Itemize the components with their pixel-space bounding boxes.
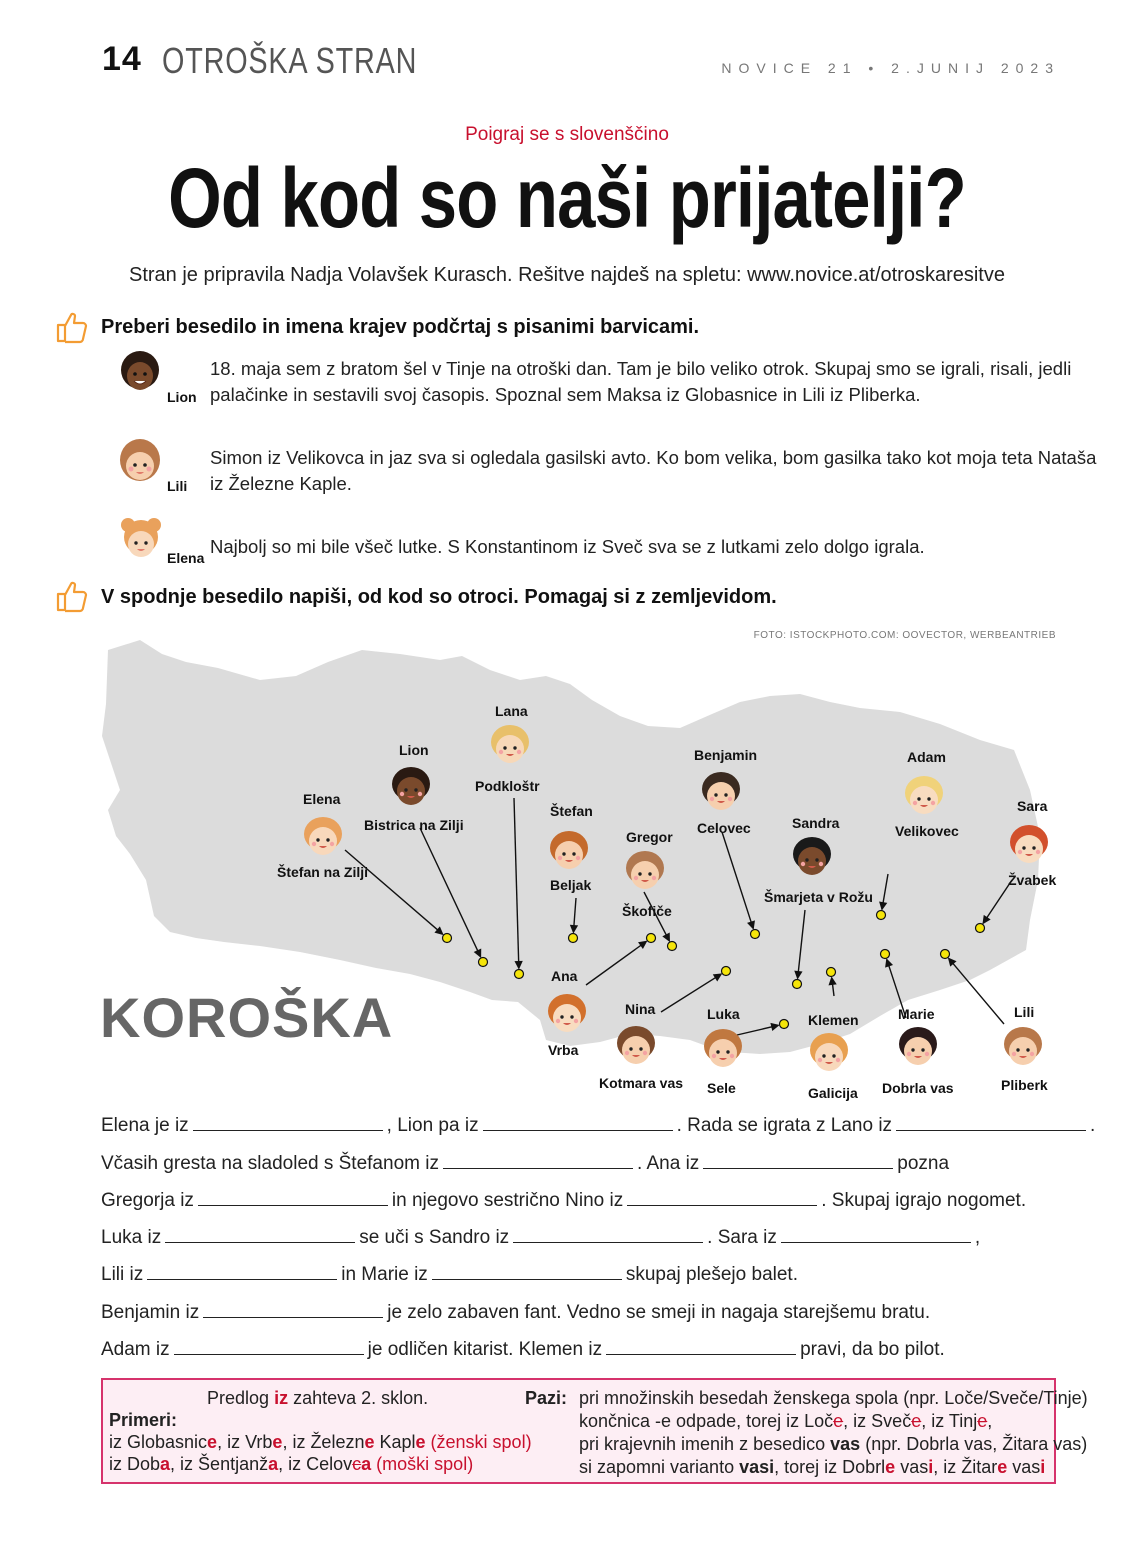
map-kid-name: Sandra xyxy=(792,815,840,831)
thumbs-up-icon xyxy=(54,578,90,614)
kid-story: 18. maja sem z bratom šel v Tinje na otroški dan. Tam je bilo veliko otrok. Skupaj smo se igrali, risali, jedli palačinke in sestavili svoj časopis. Spoznal sem Maksa iz Globasnice in Lili iz Pliberka. xyxy=(210,358,1072,405)
note-line: si zapomni varianto vasi, torej iz Dobrle vasi, iz Žitare vasi xyxy=(579,1457,1046,1477)
kid-name: Lion xyxy=(167,389,197,405)
answer-blank[interactable] xyxy=(193,1114,383,1131)
map-kid-name: Nina xyxy=(625,1001,656,1017)
map-kid-place: Kotmara vas xyxy=(599,1075,684,1091)
kid-avatar-icon xyxy=(300,815,346,861)
kid-avatar-icon xyxy=(546,829,592,875)
kid-avatar-icon xyxy=(700,1027,746,1073)
kid-avatar-icon xyxy=(622,849,668,895)
exercise-sentence: Elena je iz , Lion pa iz . Rada se igrata z Lano iz . xyxy=(101,1115,1096,1136)
map-location-pin xyxy=(877,911,886,920)
answer-blank[interactable] xyxy=(703,1152,893,1169)
map-location-pin xyxy=(515,970,524,979)
answer-blank[interactable] xyxy=(627,1189,817,1206)
kid-avatar-icon xyxy=(487,723,533,769)
map-location-pin xyxy=(827,968,836,977)
map-kid-place: Sele xyxy=(707,1080,736,1096)
answer-blank[interactable] xyxy=(606,1338,796,1355)
task2-instruction: V spodnje besedilo napiši, od kod so otroci. Pomagaj si z zemljevidom. xyxy=(101,586,777,608)
section-title: OTROŠKA STRAN xyxy=(162,40,418,81)
kid-avatar-icon xyxy=(1006,823,1052,869)
map-location-pin xyxy=(793,980,802,989)
map-kid-place: Škofiče xyxy=(622,903,672,919)
kid-avatar-lion xyxy=(118,350,164,403)
grammar-info-box xyxy=(101,1378,1088,1484)
kid-avatar-icon xyxy=(789,835,835,881)
map-kid-place: Štefan na Zilji xyxy=(277,864,369,880)
kid-name: Lili xyxy=(167,478,188,494)
map-kid-name: Gregor xyxy=(626,829,673,845)
map-location-pin xyxy=(443,934,452,943)
answer-blank[interactable] xyxy=(483,1114,673,1131)
answer-blank[interactable] xyxy=(198,1189,388,1206)
task1-instruction: Preberi besedilo in imena krajev podčrtaj s pisanimi barvicami. xyxy=(101,316,700,338)
map-kid-name: Klemen xyxy=(808,1012,859,1028)
exercise-sentence: Adam iz je odličen kitarist. Klemen iz pravi, da bo pilot. xyxy=(101,1339,945,1360)
article-kicker: Poigraj se s slovenščino xyxy=(465,124,669,145)
map-kid-place: Pliberk xyxy=(1001,1077,1048,1093)
map-location-pin xyxy=(647,934,656,943)
map-kid-place: Žvabek xyxy=(1008,872,1057,888)
map-kid-place: Šmarjeta v Rožu xyxy=(764,889,873,905)
examples-feminine: iz Globasnice, iz Vrbe, iz Železne Kaple (ženski spol) xyxy=(109,1432,532,1452)
exercise-sentence: Včasih gresta na sladoled s Štefanom iz . Ana iz pozna xyxy=(101,1153,950,1174)
map-kid-place: Galicija xyxy=(808,1085,858,1101)
map-kid-place: Beljak xyxy=(550,877,592,893)
answer-blank[interactable] xyxy=(147,1263,337,1280)
map-location-pin xyxy=(479,958,488,967)
answer-blank[interactable] xyxy=(781,1226,971,1243)
article-title: Od kod so naši prijatelji? xyxy=(168,151,966,245)
article-byline: Stran je pripravila Nadja Volavšek Kurasch. Rešitve najdeš na spletu: www.novice.at/otroskaresitve xyxy=(129,264,1005,286)
map-kid-place: Dobrla vas xyxy=(882,1080,954,1096)
map-kid-name: Sara xyxy=(1017,798,1048,814)
issue-date: NOVICE 21 • 2.JUNIJ 2023 xyxy=(721,60,1060,76)
map-location-pin xyxy=(780,1020,789,1029)
exercise-sentence: Lili iz in Marie iz skupaj plešejo balet. xyxy=(101,1264,798,1285)
answer-blank[interactable] xyxy=(174,1338,364,1355)
kid-avatar-icon xyxy=(388,765,434,811)
exercise-sentence: Benjamin iz je zelo zabaven fant. Vedno se smeji in nagaja starejšemu bratu. xyxy=(101,1302,931,1323)
map-kid-name: Luka xyxy=(707,1006,740,1022)
kid-avatar-icon xyxy=(613,1024,659,1070)
examples-label: Primeri: xyxy=(109,1410,178,1430)
kid-avatar-icon xyxy=(544,992,590,1038)
answer-blank[interactable] xyxy=(443,1152,633,1169)
map-kid-place: Velikovec xyxy=(895,823,959,839)
map-kid-name: Benjamin xyxy=(694,747,758,763)
map-kid-name: Štefan xyxy=(550,803,593,819)
kid-name: Elena xyxy=(167,550,205,566)
kid-avatar-lili xyxy=(118,438,164,495)
kid-avatar-icon xyxy=(901,774,947,820)
map-location-pin xyxy=(668,942,677,951)
map-kid-name: Ana xyxy=(551,968,578,984)
map-kid-name: Lili xyxy=(1014,1004,1035,1020)
map-location-pin xyxy=(941,950,950,959)
map-location-pin xyxy=(976,924,985,933)
note-line: pri množinskih besedah ženskega spola (npr. Loče/Sveče/Tinje) xyxy=(579,1388,1088,1408)
map-kid-place: Bistrica na Zilji xyxy=(364,817,464,833)
grammar-rule: Predlog iz zahteva 2. sklon. xyxy=(207,1388,429,1408)
map-location-pin xyxy=(751,930,760,939)
kid-avatar-icon xyxy=(895,1025,941,1071)
map-kid-name: Adam xyxy=(907,749,946,765)
map-kid-name: Marie xyxy=(898,1006,935,1022)
page-number: 14 xyxy=(102,40,142,78)
pazi-label: Pazi: xyxy=(525,1388,568,1408)
map-kid-place: Podkloštr xyxy=(475,778,540,794)
answer-blank[interactable] xyxy=(432,1263,622,1280)
thumbs-up-icon xyxy=(54,309,90,345)
kid-story: Simon iz Velikovca in jaz sva si ogledala gasilski avto. Ko bom velika, bom gasilka tako kot moja teta Nataša iz Železne Kaple. xyxy=(210,447,1097,494)
map-kid-name: Elena xyxy=(303,791,341,807)
map-kid-place: Celovec xyxy=(697,820,751,836)
answer-blank[interactable] xyxy=(896,1114,1086,1131)
map-region-label: KOROŠKA xyxy=(100,986,394,1049)
map-kid-name: Lana xyxy=(495,703,528,719)
exercise-sentence: Gregorja iz in njegovo sestrično Nino iz . Skupaj igrajo nogomet. xyxy=(101,1190,1027,1211)
map-location-pin xyxy=(569,934,578,943)
map-location-pin xyxy=(881,950,890,959)
kid-avatar-icon xyxy=(1000,1025,1046,1071)
map-kid-place: Vrba xyxy=(548,1042,579,1058)
exercise-sentence: Luka iz se uči s Sandro iz . Sara iz , xyxy=(101,1227,981,1248)
map-kid-name: Lion xyxy=(399,742,429,758)
answer-blank[interactable] xyxy=(513,1226,703,1243)
examples-masculine: iz Doba, iz Šentjanža, iz Celovca (moški spol) xyxy=(109,1454,474,1474)
answer-blank[interactable] xyxy=(165,1226,355,1243)
kid-avatar-icon xyxy=(698,770,744,816)
note-line: končnica -e odpade, torej iz Loče, iz Sveče, iz Tinje, xyxy=(579,1411,993,1431)
photo-credit: FOTO: ISTOCKPHOTO.COM: OOVECTOR, WERBEANTRIEB xyxy=(753,630,1056,641)
kid-story: Najbolj so mi bile všeč lutke. S Konstantinom iz Sveč sva se z lutkami zelo dolgo igrala. xyxy=(210,536,925,557)
answer-blank[interactable] xyxy=(203,1301,383,1318)
map-location-pin xyxy=(722,967,731,976)
kid-avatar-elena xyxy=(118,515,164,570)
note-line: pri krajevnih imenih z besedico vas (npr. Dobrla vas, Žitara vas) xyxy=(579,1434,1088,1454)
kid-avatar-icon xyxy=(806,1031,852,1077)
